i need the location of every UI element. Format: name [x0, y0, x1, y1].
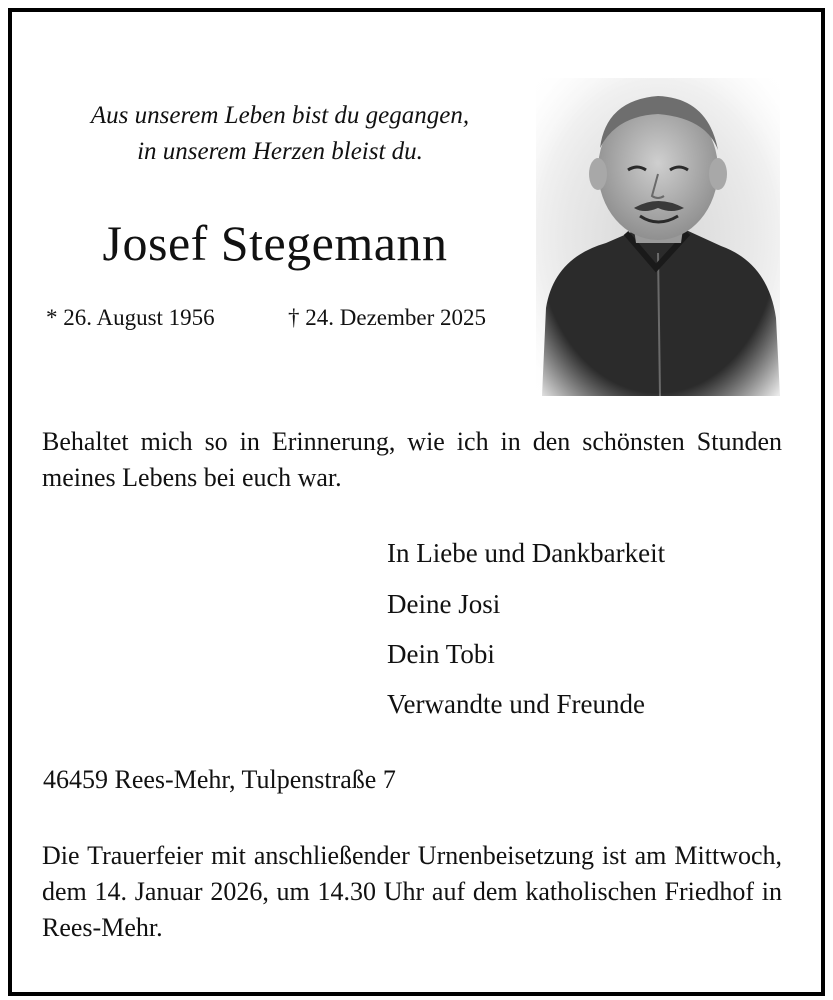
- signature-line: In Liebe und Dankbarkeit: [387, 538, 666, 568]
- family-address: 46459 Rees-Mehr, Tulpenstraße 7: [43, 765, 396, 794]
- motto-line-2: in unserem Herzen bleist du.: [137, 138, 423, 165]
- death-date: † 24. Dezember 2025: [288, 305, 486, 330]
- portrait-photo: [536, 78, 780, 396]
- deceased-name: Josef Stegemann: [102, 215, 448, 271]
- signature-line: Verwandte und Freunde: [387, 689, 645, 719]
- birth-date: * 26. August 1956: [46, 305, 215, 330]
- memorial-quote: Behaltet mich so in Erinnerung, wie ich in den schönsten Stunden meines Lebens bei euch war.: [42, 427, 782, 492]
- signature-line: Deine Josi: [387, 589, 501, 619]
- motto-line-1: Aus unserem Leben bist du gegangen,: [90, 102, 470, 129]
- signature-line: Dein Tobi: [387, 639, 495, 669]
- funeral-service-info: Die Trauerfeier mit anschließender Urnenbeisetzung ist am Mittwoch, dem 14. Januar 2026, um 14.30 Uhr auf dem katholischen Friedhof in Rees-Mehr.: [42, 841, 782, 942]
